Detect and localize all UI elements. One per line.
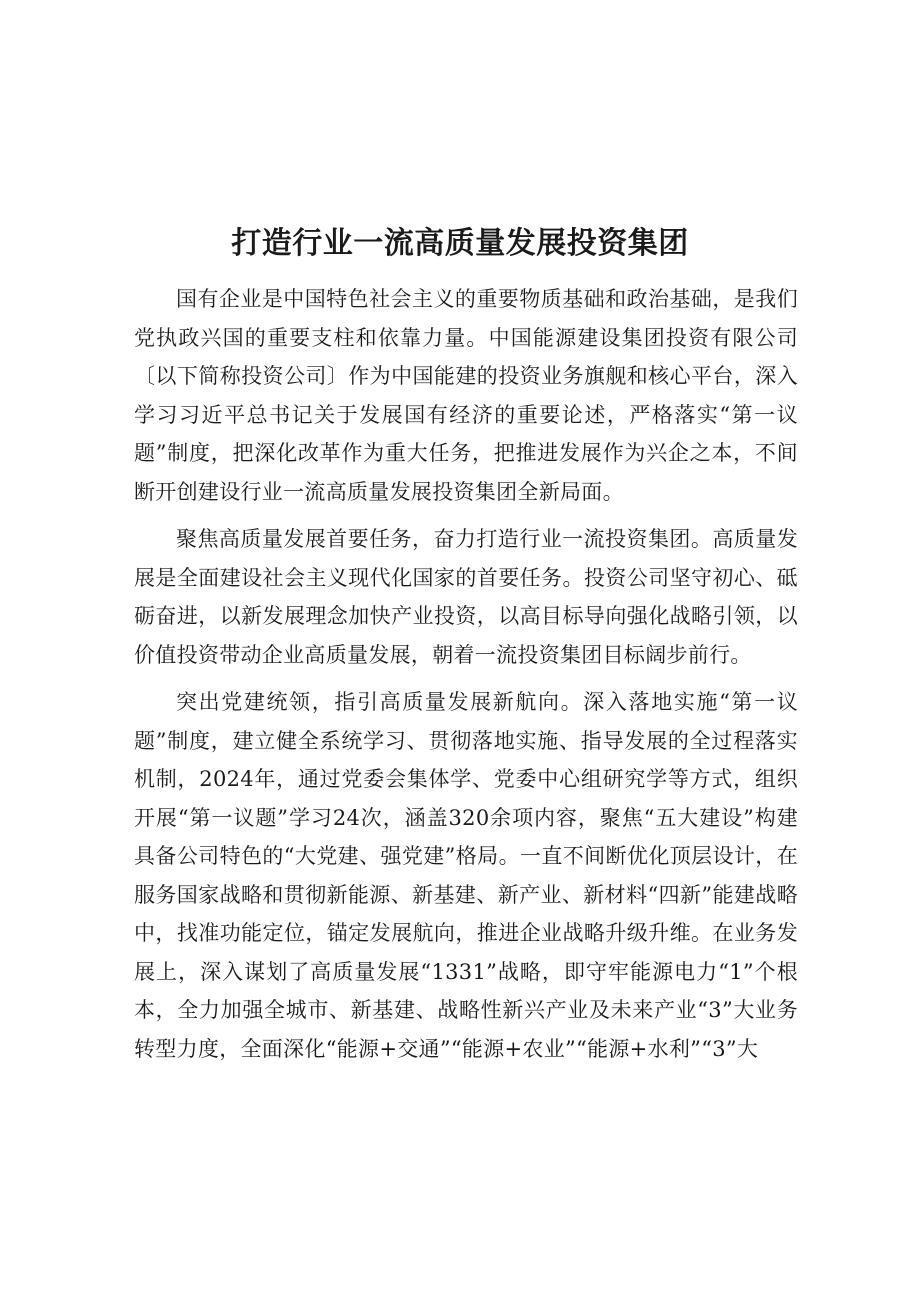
document-title: 打造行业一流高质量发展投资集团 bbox=[231, 226, 689, 261]
paragraph: 突出党建统领，指引高质量发展新航向。深入落地实施“第一议题”制度，建立健全系统学习、贯彻落地实施、指导发展的全过程落实机制，2024年，通过党委会集体学、党委中心组研究学等方式，组织开展“第一议题”学习24次，涵盖320余项内容，聚焦“五大建设”构建具备公司特色的“大党建、强党建”格局。一直不间断优化顶层设计，在服务国家战略和贯彻新能源、新基建、新产业、新材料“四新”能建战略中，找准功能定位，锚定发展航向，推进企业战略升级升维。在业务发展上，深入谋划了高质量发展“1331”战略，即守牢能源电力“1”个根本，全力加强全城市、新基建、战略性新兴产业及未来产业“3”大业务转型力度，全面深化“能源+交通”“能源+农业”“能源+水利”“3”大 bbox=[134, 690, 798, 1061]
paragraph: 聚焦高质量发展首要任务，奋力打造行业一流投资集团。高质量发展是全面建设社会主义现代化国家的首要任务。投资公司坚守初心、砥砺奋进，以新发展理念加快产业投资，以高目标导向强化战略引领，以价值投资带动企业高质量发展，朝着一流投资集团目标阔步前行。 bbox=[134, 527, 798, 667]
paragraph: 国有企业是中国特色社会主义的重要物质基础和政治基础，是我们党执政兴国的重要支柱和依靠力量。中国能源建设集团投资有限公司〔以下简称投资公司〕作为中国能建的投资业务旗舰和核心平台，深入学习习近平总书记关于发展国有经济的重要论述，严格落实“第一议题”制度，把深化改革作为重大任务，把推进发展作为兴企之本，不间断开创建设行业一流高质量发展投资集团全新局面。 bbox=[134, 287, 798, 504]
document-body bbox=[134, 280, 798, 1068]
